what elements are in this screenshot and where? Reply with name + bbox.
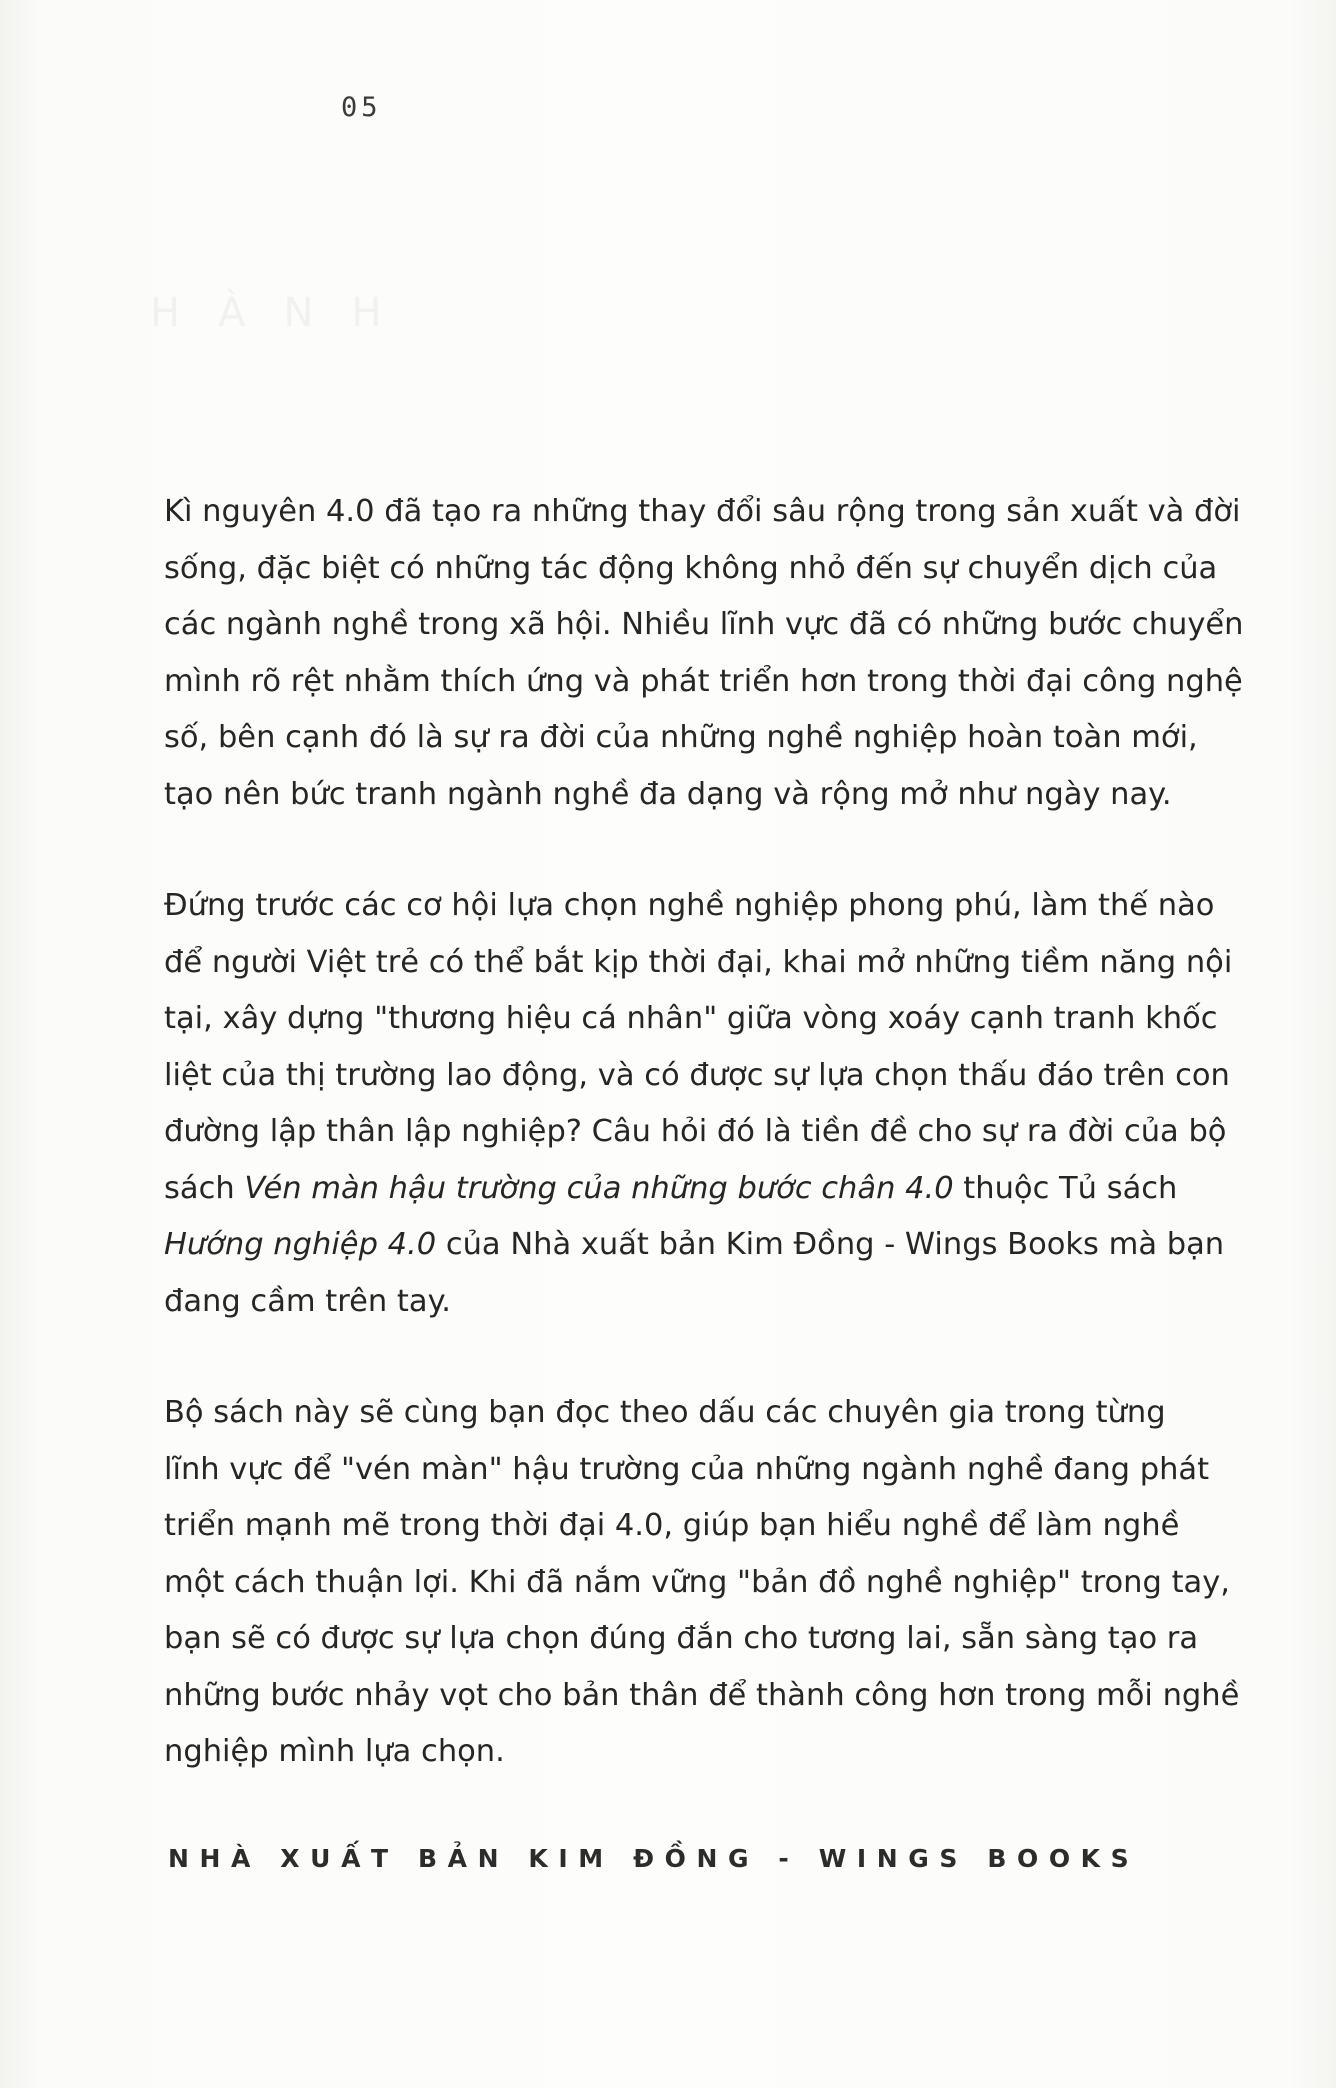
paragraph-line: liệt của thị trường lao động, và có được sự lựa chọn thấu đáo trên con bbox=[164, 1057, 1230, 1093]
paragraph-intro bbox=[164, 484, 1244, 823]
paragraph-line: triển mạnh mẽ trong thời đại 4.0, giúp bạn hiểu nghề để làm nghề bbox=[164, 1508, 1180, 1543]
paragraph-question bbox=[164, 878, 1244, 1330]
bookshelf-title: Hướng nghiệp 4.0 bbox=[164, 1227, 437, 1262]
paragraph-line: mình rõ rệt nhằm thích ứng và phát triển hơn trong thời đại công nghệ bbox=[164, 663, 1243, 699]
paragraph-line: Đứng trước các cơ hội lựa chọn nghề nghiệp phong phú, làm thế nào bbox=[164, 888, 1215, 923]
paragraph-line: những bước nhảy vọt cho bản thân để thành công hơn trong mỗi nghề bbox=[164, 1677, 1240, 1713]
faded-heading: HÀNH bbox=[150, 290, 420, 336]
line-prefix: sách bbox=[164, 1170, 245, 1206]
line-suffix: thuộc Tủ sách bbox=[953, 1170, 1178, 1206]
paragraph-line: bạn sẽ có được sự lựa chọn đúng đắn cho tương lai, sẵn sàng tạo ra bbox=[164, 1621, 1199, 1656]
paragraph-closing bbox=[164, 1385, 1244, 1781]
paragraph-line: một cách thuận lợi. Khi đã nắm vững "bản đồ nghề nghiệp" trong tay, bbox=[164, 1564, 1230, 1600]
paragraph-line bbox=[164, 1217, 1244, 1274]
paragraph-line: lĩnh vực để "vén màn" hậu trường của những ngành nghề đang phát bbox=[164, 1451, 1210, 1487]
paragraph-line: Bộ sách này sẽ cùng bạn đọc theo dấu các chuyên gia trong từng bbox=[164, 1395, 1166, 1430]
paragraph-line bbox=[164, 1161, 1244, 1218]
paragraph-line: các ngành nghề trong xã hội. Nhiều lĩnh vực đã có những bước chuyển bbox=[164, 607, 1244, 642]
paragraph-line: sống, đặc biệt có những tác động không nhỏ đến sự chuyển dịch của bbox=[164, 550, 1218, 586]
paragraph-line: tại, xây dựng "thương hiệu cá nhân" giữa vòng xoáy cạnh tranh khốc bbox=[164, 1001, 1218, 1036]
paragraph-line: số, bên cạnh đó là sự ra đời của những nghề nghiệp hoàn toàn mới, bbox=[164, 720, 1198, 755]
paragraph-line: đường lập thân lập nghiệp? Câu hỏi đó là tiền đề cho sự ra đời của bộ bbox=[164, 1114, 1227, 1149]
paragraph-line: đang cầm trên tay. bbox=[164, 1283, 451, 1319]
line-suffix: của Nhà xuất bản Kim Đồng - Wings Books mà bạn bbox=[436, 1227, 1225, 1262]
publisher-signature: NHÀ XUẤT BẢN KIM ĐỒNG - WINGS BOOKS bbox=[168, 1844, 1140, 1873]
book-series-title: Vén màn hậu trường của những bước chân 4.0 bbox=[244, 1170, 954, 1206]
page-number: 05 bbox=[341, 92, 382, 123]
paragraph-line: Kì nguyên 4.0 đã tạo ra những thay đổi sâu rộng trong sản xuất và đời bbox=[164, 494, 1241, 529]
paragraph-line: tạo nên bức tranh ngành nghề đa dạng và rộng mở như ngày nay. bbox=[164, 776, 1172, 812]
paragraph-line: nghiệp mình lựa chọn. bbox=[164, 1734, 505, 1769]
paragraph-line: để người Việt trẻ có thể bắt kịp thời đại, khai mở những tiềm năng nội bbox=[164, 944, 1233, 980]
